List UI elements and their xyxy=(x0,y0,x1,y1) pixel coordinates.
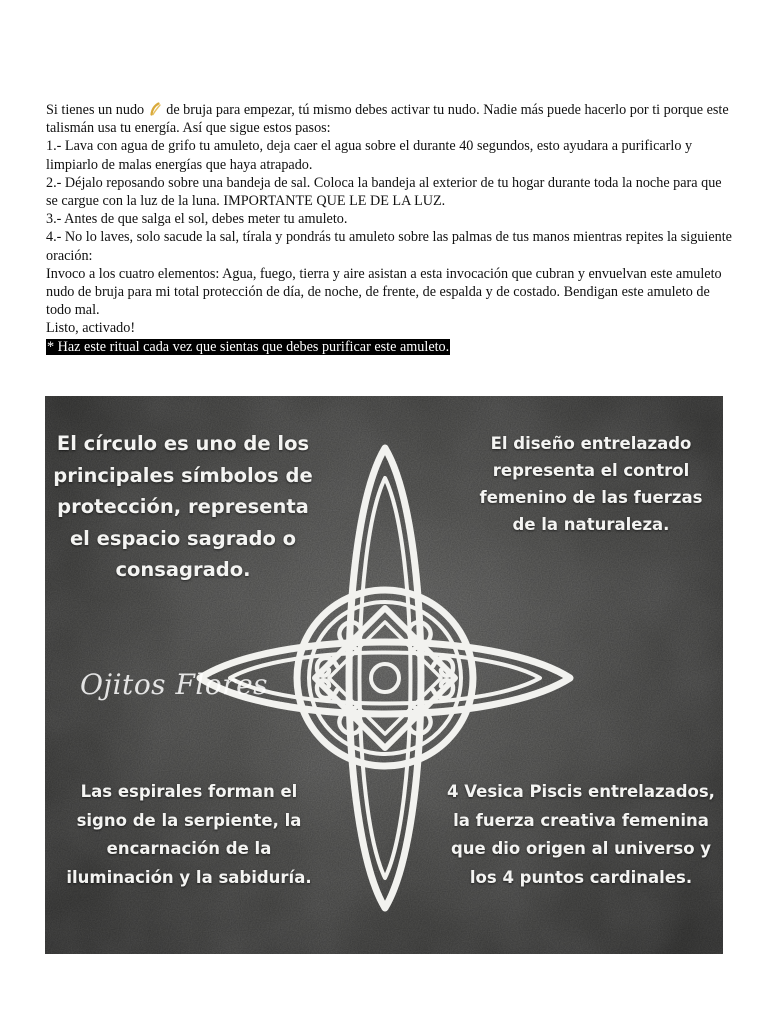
intro-paragraph: Si tienes un nudo de bruja para empezar, tú mismo debes activar tu nudo. Nadie más puede hacerlo por ti porque este talismán usa tu energía. Así que sigue estos pasos: xyxy=(46,102,729,137)
step-4: 4.- No lo laves, solo sacude la sal, tírala y pondrás tu amuleto sobre las palmas de tus manos mientras repites la siguiente oración: xyxy=(46,229,732,264)
witch-knot-emoji-icon xyxy=(149,102,162,116)
caption-circle: El círculo es uno de los principales símbolos de protección, representa el espacio sagrado o consagrado. xyxy=(53,432,313,581)
caption-interlaced-design: El diseño entrelazado representa el control femenino de las fuerzas de la naturaleza. xyxy=(479,434,703,534)
highlighted-note: * Haz este ritual cada vez que sientas que debes purificar este amuleto. xyxy=(47,338,450,355)
instructions-text xyxy=(46,101,736,356)
done-text: Listo, activado! xyxy=(46,320,136,337)
prayer-text: Invoco a los cuatro elementos: Agua, fuego, tierra y aire asistan a esta invocación que cubran y envuelvan este amuleto nudo de bruja para mi total protección de día, de noche, de frente, de espalda y de costado. Bendigan este amuleto de todo mal. xyxy=(46,265,722,319)
note-line xyxy=(46,338,736,356)
caption-vesica-piscis: 4 Vesica Piscis entrelazados, la fuerza creativa femenina que dio origen al universo y los 4 puntos cardinales. xyxy=(447,782,715,887)
signature-watermark: Ojitos Flores xyxy=(79,668,269,701)
caption-spirals: Las espirales forman el signo de la serpiente, la encarnación de la iluminación y la sabiduría. xyxy=(66,782,312,887)
step-2: 2.- Déjalo reposando sobre una bandeja de sal. Coloca la bandeja al exterior de tu hogar durante toda la noche para que se cargue con la luz de la luna. IMPORTANTE QUE LE DE LA LUZ. xyxy=(46,174,722,210)
step-3: 3.- Antes de que salga el sol, debes meter tu amuleto. xyxy=(46,211,348,228)
witch-knot-infographic xyxy=(45,396,723,954)
step-1: 1.- Lava con agua de grifo tu amuleto, deja caer el agua sobre el durante 40 segundos, esto ayudara a purificarlo y limpiarlo de malas energías que haya atrapado. xyxy=(46,138,693,173)
